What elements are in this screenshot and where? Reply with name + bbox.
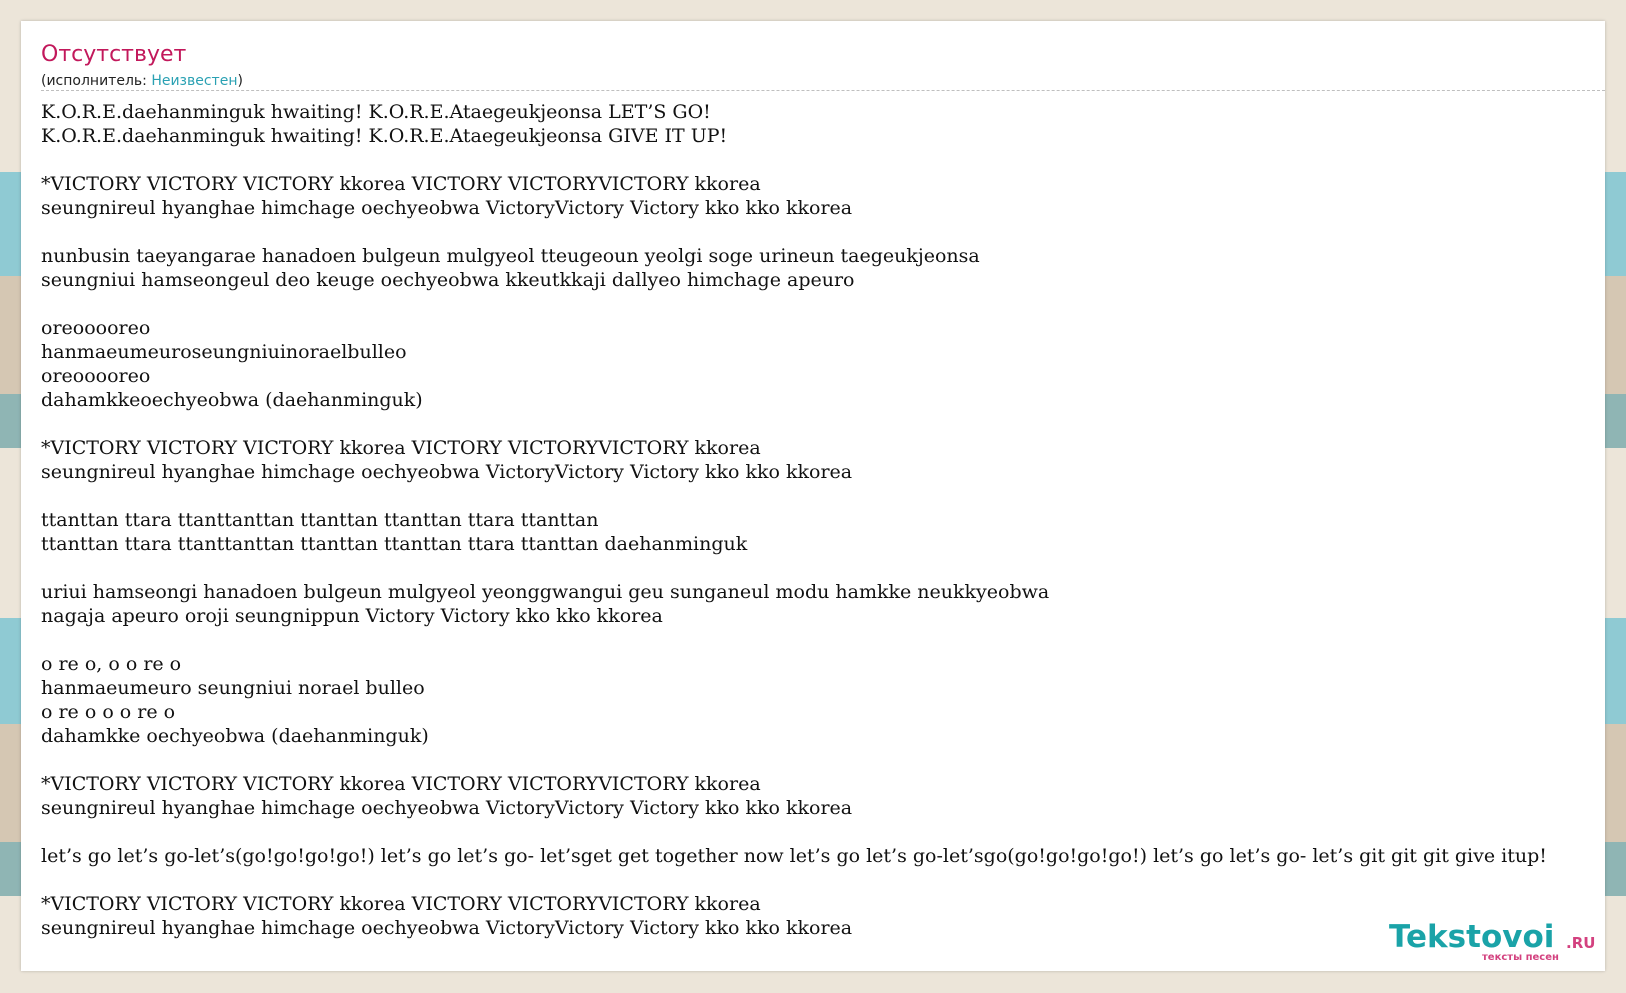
lyric-line: K.O.R.E.daehanminguk hwaiting! K.O.R.E.Ataegeukjeonsa LET’S GO!	[41, 101, 711, 123]
lyric-line	[41, 220, 1605, 244]
lyric-line	[41, 868, 1605, 892]
lyric-line: *VICTORY VICTORY VICTORY kkorea VICTORY VICTORYVICTORY kkorea	[41, 773, 761, 795]
song-title: Отсутствует	[41, 42, 187, 67]
lyric-line: ttanttan ttara ttanttanttan ttanttan ttanttan ttara ttanttan daehanminguk	[41, 533, 748, 555]
lyric-line	[41, 556, 1605, 580]
lyric-line: oreooooreo	[41, 317, 151, 339]
artist-prefix: (исполнитель:	[41, 73, 152, 89]
lyric-line: seungnireul hyanghae himchage oechyeobwa VictoryVictory Victory kko kko kkorea	[41, 917, 853, 939]
lyric-line	[41, 292, 1605, 316]
lyric-line: seungnireul hyanghae himchage oechyeobwa VictoryVictory Victory kko kko kkorea	[41, 461, 853, 483]
lyric-line	[41, 628, 1605, 652]
lyric-line	[41, 484, 1605, 508]
lyric-line: ttanttan ttara ttanttanttan ttanttan ttanttan ttara ttanttan	[41, 509, 599, 531]
lyric-line: seungniui hamseongeul deo keuge oechyeobwa kkeutkkaji dallyeo himchage apeuro	[41, 269, 855, 291]
artist-link[interactable]: Неизвестен	[151, 73, 238, 89]
lyrics-card	[21, 21, 1605, 971]
lyrics-text	[41, 100, 1605, 940]
lyric-line	[41, 412, 1605, 436]
lyric-line: let’s go let’s go-let’s(go!go!go!go!) let’s go let’s go- let’sget get together now let’s go let’s go-let’sgo(go!go!go!go!) let’s go let’s go- let’s git git git give itup!	[41, 845, 1547, 867]
lyric-line: dahamkke oechyeobwa (daehanminguk)	[41, 725, 429, 747]
lyric-line: dahamkkeoechyeobwa (daehanminguk)	[41, 389, 423, 411]
lyric-line: o re o o o re o	[41, 701, 176, 723]
lyric-line	[41, 820, 1605, 844]
lyric-line: seungnireul hyanghae himchage oechyeobwa VictoryVictory Victory kko kko kkorea	[41, 197, 853, 219]
site-logo[interactable]	[1389, 919, 1597, 967]
lyric-line: seungnireul hyanghae himchage oechyeobwa VictoryVictory Victory kko kko kkorea	[41, 797, 853, 819]
lyric-line: K.O.R.E.daehanminguk hwaiting! K.O.R.E.Ataegeukjeonsa GIVE IT UP!	[41, 125, 728, 147]
lyric-line: oreooooreo	[41, 365, 151, 387]
lyric-line: nagaja apeuro oroji seungnippun Victory Victory kko kko kkorea	[41, 605, 663, 627]
logo-tagline: тексты песен	[1482, 952, 1559, 963]
lyric-line: o re o, o o re o	[41, 653, 182, 675]
title-divider	[41, 90, 1605, 91]
artist-suffix: )	[237, 73, 243, 89]
lyric-line: nunbusin taeyangarae hanadoen bulgeun mulgyeol tteugeoun yeolgi soge urineun taegeukjeonsa	[41, 245, 980, 267]
artist-line	[41, 72, 243, 90]
logo-tld: .RU	[1566, 934, 1596, 952]
lyric-line: uriui hamseongi hanadoen bulgeun mulgyeol yeonggwangui geu sunganeul modu hamkke neukkyeobwa	[41, 581, 1050, 603]
lyric-line: hanmaeumeuroseungniuinoraelbulleo	[41, 341, 407, 363]
lyric-line	[41, 148, 1605, 172]
lyric-line: hanmaeumeuro seungniui norael bulleo	[41, 677, 425, 699]
lyric-line: *VICTORY VICTORY VICTORY kkorea VICTORY VICTORYVICTORY kkorea	[41, 173, 761, 195]
lyric-line: *VICTORY VICTORY VICTORY kkorea VICTORY VICTORYVICTORY kkorea	[41, 437, 761, 459]
logo-name: Tekstovoi	[1389, 919, 1555, 955]
lyric-line	[41, 748, 1605, 772]
lyric-line: *VICTORY VICTORY VICTORY kkorea VICTORY VICTORYVICTORY kkorea	[41, 893, 761, 915]
